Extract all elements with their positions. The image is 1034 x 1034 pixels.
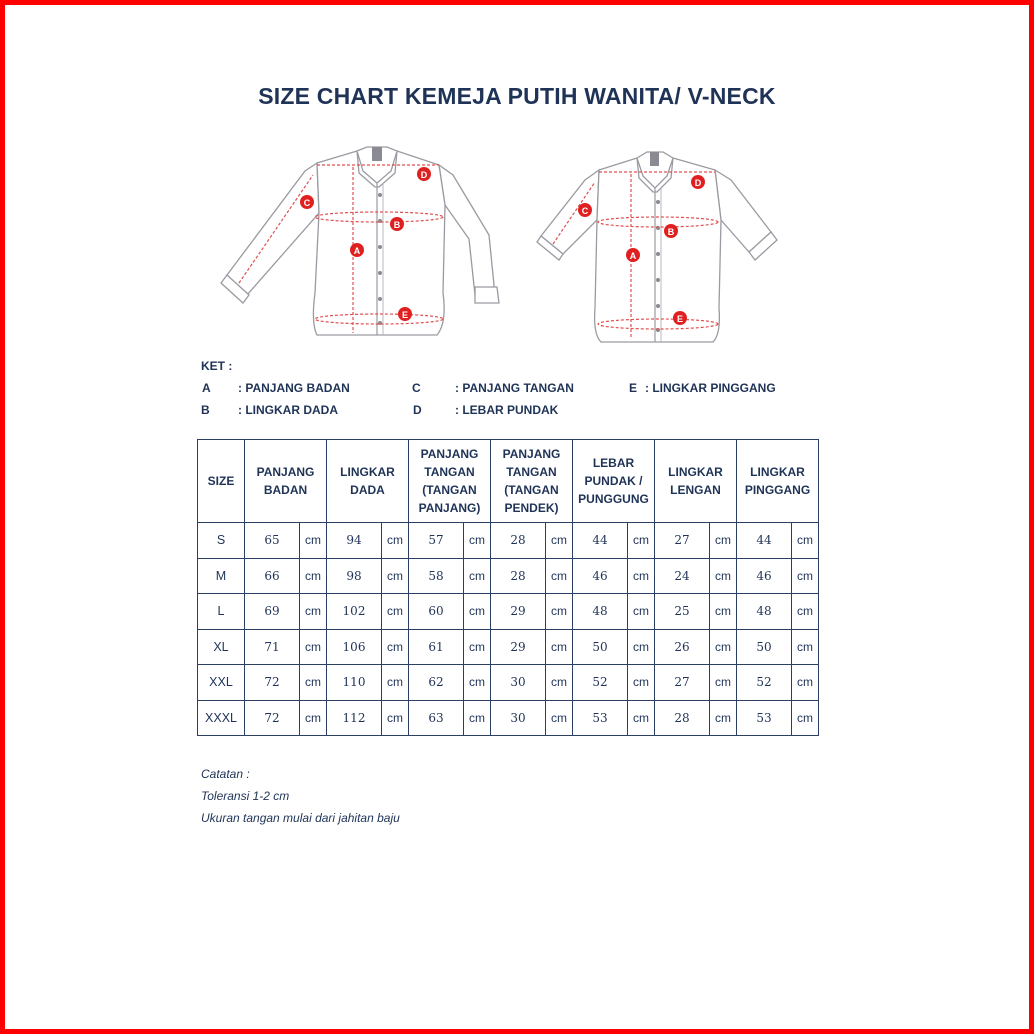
size-cell: L [198,594,245,630]
value-cell: 66 [245,558,300,594]
notes-sleeve-measure: Ukuran tangan mulai dari jahitan baju [201,811,400,825]
notes-tolerance: Toleransi 1-2 cm [201,789,290,803]
value-cell: 72 [245,700,300,736]
unit-cell: cm [464,594,491,630]
unit-cell: cm [710,558,737,594]
value-cell: 24 [655,558,710,594]
svg-text:A: A [629,251,637,261]
value-cell: 110 [327,665,382,701]
header-panjang-tangan-pendek: PANJANG TANGAN (TANGAN PENDEK) [491,440,573,523]
unit-cell: cm [300,558,327,594]
value-cell: 27 [655,523,710,559]
value-cell: 52 [573,665,628,701]
unit-cell: cm [382,629,409,665]
unit-cell: cm [792,594,819,630]
legend-key-d: D [413,403,422,417]
unit-cell: cm [300,629,327,665]
unit-cell: cm [628,700,655,736]
value-cell: 29 [491,594,546,630]
unit-cell: cm [382,700,409,736]
table-row [198,523,819,559]
value-cell: 94 [327,523,382,559]
header-panjang-tangan-panjang: PANJANG TANGAN (TANGAN PANJANG) [409,440,491,523]
unit-cell: cm [546,665,573,701]
marker-e-short [673,311,687,325]
size-cell: XXL [198,665,245,701]
legend-label-e: : LINGKAR PINGGANG [645,381,776,395]
svg-text:C: C [581,206,589,216]
value-cell: 53 [737,700,792,736]
value-cell: 27 [655,665,710,701]
unit-cell: cm [382,558,409,594]
svg-text:E: E [401,310,409,320]
svg-text:B: B [667,227,675,237]
page-title: SIZE CHART KEMEJA PUTIH WANITA/ V-NECK [258,83,776,109]
legend-key-e: E [629,381,638,395]
header-lingkar-lengan: LINGKAR LENGAN [655,440,737,523]
unit-cell: cm [792,523,819,559]
legend-label-c: : PANJANG TANGAN [455,381,574,395]
value-cell: 25 [655,594,710,630]
unit-cell: cm [464,629,491,665]
unit-cell: cm [464,523,491,559]
size-chart-table [197,439,819,736]
legend-label-d: : LEBAR PUNDAK [455,403,559,417]
size-cell: XXXL [198,700,245,736]
unit-cell: cm [792,558,819,594]
long-sleeve-shirt-illustration [217,143,507,343]
unit-cell: cm [300,700,327,736]
unit-cell: cm [628,594,655,630]
unit-cell: cm [710,523,737,559]
unit-cell: cm [464,665,491,701]
unit-cell: cm [710,629,737,665]
unit-cell: cm [710,700,737,736]
header-size: SIZE [198,440,245,523]
svg-text:E: E [676,314,684,324]
value-cell: 48 [737,594,792,630]
notes-title: Catatan : [201,767,250,781]
svg-text:B: B [393,220,401,230]
unit-cell: cm [300,594,327,630]
value-cell: 28 [491,523,546,559]
unit-cell: cm [546,558,573,594]
marker-c [300,195,314,209]
unit-cell: cm [628,665,655,701]
legend-key-c: C [412,381,421,395]
unit-cell: cm [382,665,409,701]
value-cell: 53 [573,700,628,736]
unit-cell: cm [792,700,819,736]
value-cell: 30 [491,665,546,701]
table-row [198,558,819,594]
table-row [198,629,819,665]
unit-cell: cm [628,523,655,559]
unit-cell: cm [792,665,819,701]
short-sleeve-shirt-illustration [535,148,785,348]
value-cell: 69 [245,594,300,630]
value-cell: 61 [409,629,464,665]
value-cell: 44 [737,523,792,559]
svg-text:D: D [420,170,428,180]
unit-cell: cm [792,629,819,665]
svg-text:D: D [694,178,702,188]
unit-cell: cm [546,629,573,665]
value-cell: 46 [737,558,792,594]
value-cell: 26 [655,629,710,665]
value-cell: 112 [327,700,382,736]
marker-b [390,217,404,231]
size-cell: S [198,523,245,559]
value-cell: 46 [573,558,628,594]
value-cell: 102 [327,594,382,630]
unit-cell: cm [710,594,737,630]
value-cell: 106 [327,629,382,665]
value-cell: 44 [573,523,628,559]
unit-cell: cm [464,700,491,736]
unit-cell: cm [546,523,573,559]
marker-d [417,167,431,181]
value-cell: 62 [409,665,464,701]
legend-label-a: : PANJANG BADAN [238,381,350,395]
header-lebar-pundak: LEBAR PUNDAK / PUNGGUNG [573,440,655,523]
marker-d-short [691,175,705,189]
size-cell: M [198,558,245,594]
value-cell: 30 [491,700,546,736]
table-row [198,665,819,701]
value-cell: 52 [737,665,792,701]
legend-key-a: A [202,381,211,395]
marker-c-short [578,203,592,217]
svg-text:C: C [303,198,311,208]
value-cell: 60 [409,594,464,630]
legend-title: KET : [201,359,233,373]
value-cell: 63 [409,700,464,736]
value-cell: 58 [409,558,464,594]
header-lingkar-dada: LINGKAR DADA [327,440,409,523]
unit-cell: cm [628,558,655,594]
value-cell: 28 [655,700,710,736]
value-cell: 50 [737,629,792,665]
marker-a [350,243,364,257]
header-panjang-badan: PANJANG BADAN [245,440,327,523]
marker-a-short [626,248,640,262]
value-cell: 50 [573,629,628,665]
unit-cell: cm [546,700,573,736]
table-row [198,700,819,736]
unit-cell: cm [546,594,573,630]
value-cell: 72 [245,665,300,701]
value-cell: 48 [573,594,628,630]
header-lingkar-pinggang: LINGKAR PINGGANG [737,440,819,523]
unit-cell: cm [628,629,655,665]
unit-cell: cm [382,594,409,630]
unit-cell: cm [300,665,327,701]
svg-text:A: A [353,246,361,256]
unit-cell: cm [710,665,737,701]
table-row [198,594,819,630]
value-cell: 65 [245,523,300,559]
marker-b-short [664,224,678,238]
value-cell: 29 [491,629,546,665]
unit-cell: cm [464,558,491,594]
legend-key-b: B [201,403,210,417]
value-cell: 71 [245,629,300,665]
table-header-row [198,440,819,523]
marker-e [398,307,412,321]
unit-cell: cm [382,523,409,559]
value-cell: 28 [491,558,546,594]
unit-cell: cm [300,523,327,559]
value-cell: 98 [327,558,382,594]
legend-label-b: : LINGKAR DADA [238,403,338,417]
value-cell: 57 [409,523,464,559]
size-cell: XL [198,629,245,665]
